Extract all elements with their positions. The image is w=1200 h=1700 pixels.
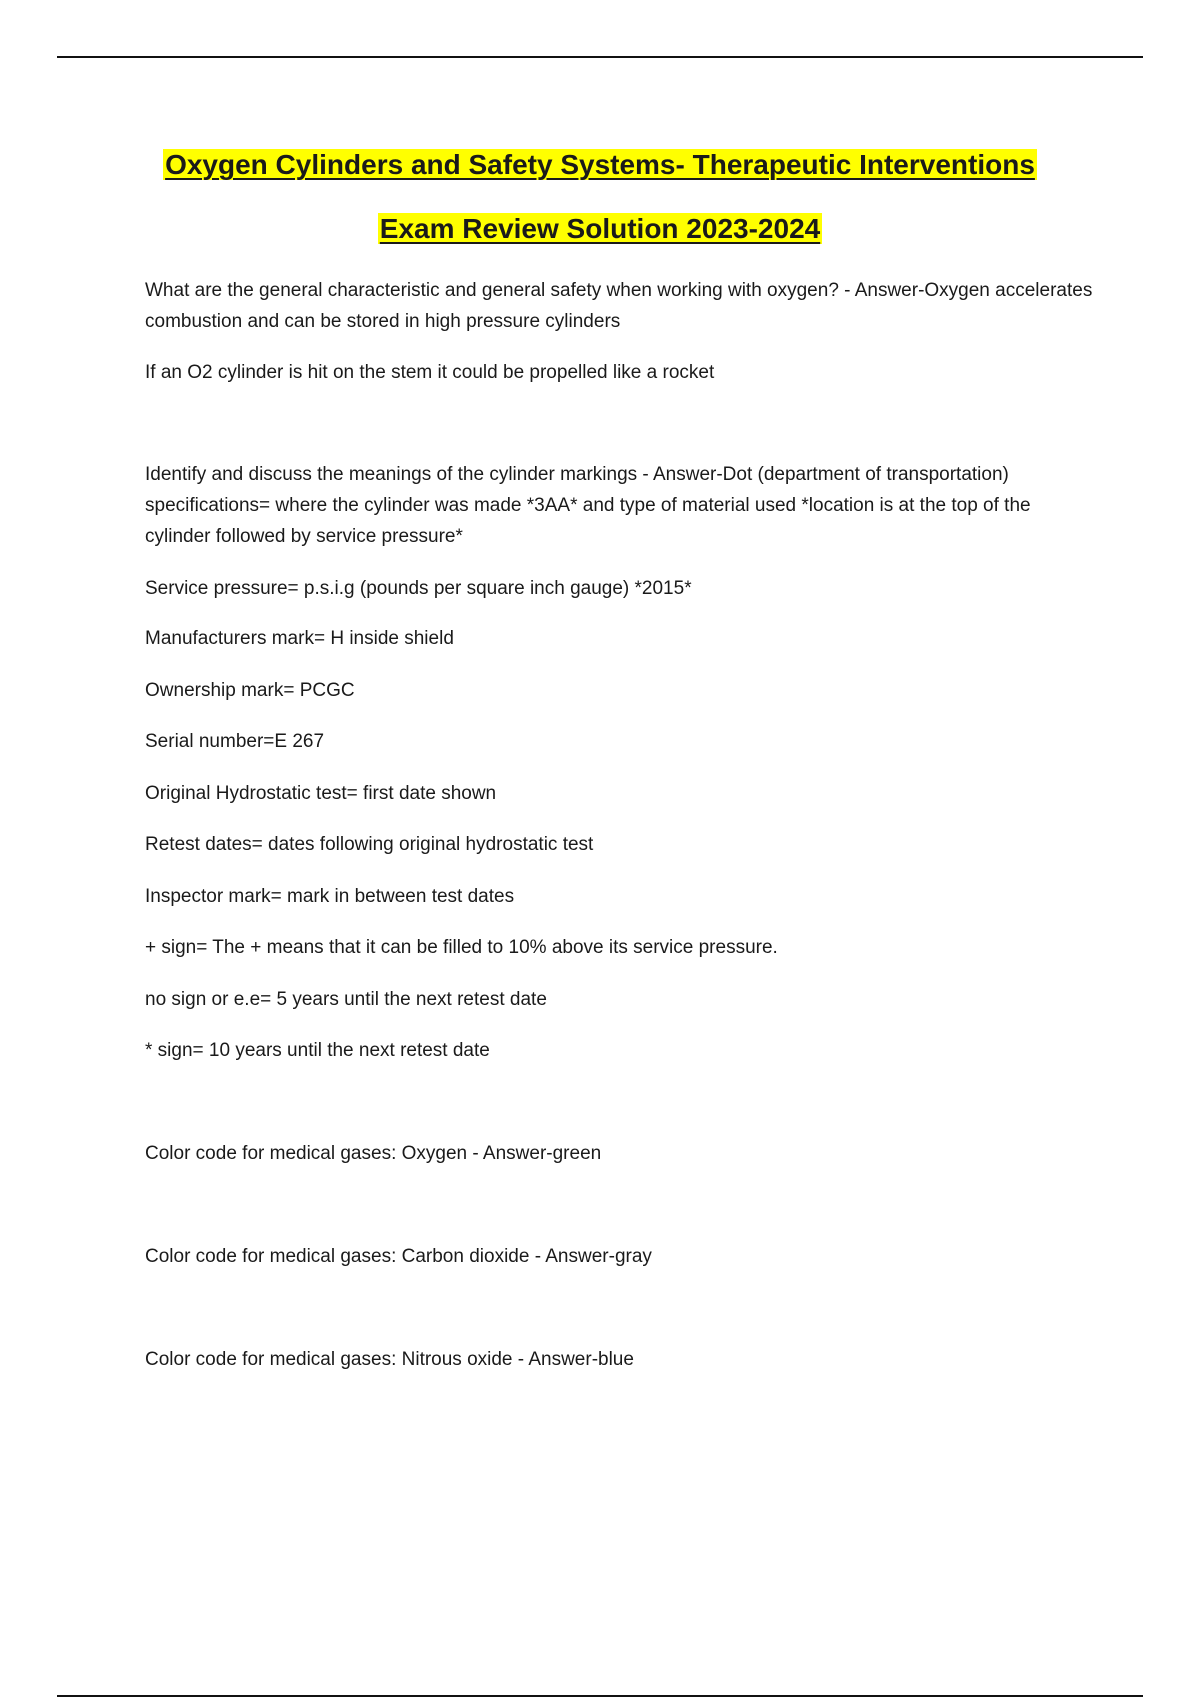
bottom-rule	[57, 1695, 1143, 1697]
qa-color-carbon-dioxide: Color code for medical gases: Carbon dioxide - Answer-gray	[145, 1246, 652, 1267]
item-service-pressure: Service pressure= p.s.i.g (pounds per square inch gauge) *2015*	[145, 578, 692, 599]
document-title-line-2: Exam Review Solution 2023-2024	[379, 213, 821, 244]
item-serial-number: Serial number=E 267	[145, 731, 325, 752]
item-original-hydrostatic-test: Original Hydrostatic test= first date shown	[145, 783, 497, 804]
item-plus-sign: + sign= The + means that it can be filled to 10% above its service pressure.	[145, 937, 778, 958]
qa-cylinder-markings: Identify and discuss the meanings of the cylinder markings - Answer-Dot (department of transportation) specifications= where the cylinder was made *3AA* and type of material used *location is at the top of the cylinder followed by service pressure*	[145, 464, 1031, 547]
item-no-sign: no sign or e.e= 5 years until the next retest date	[145, 989, 547, 1010]
document-title-line-1: Oxygen Cylinders and Safety Systems- Therapeutic Interventions	[165, 149, 1035, 180]
qa-general-safety: What are the general characteristic and general safety when working with oxygen? - Answer-Oxygen accelerates combustion and can be stored in high pressure cylinders	[145, 280, 1093, 332]
qa-color-oxygen: Color code for medical gases: Oxygen - Answer-green	[145, 1143, 602, 1164]
item-ownership-mark: Ownership mark= PCGC	[145, 680, 355, 701]
top-rule	[57, 56, 1143, 58]
item-retest-dates: Retest dates= dates following original hydrostatic test	[145, 834, 594, 855]
note-cylinder-stem: If an O2 cylinder is hit on the stem it could be propelled like a rocket	[145, 362, 715, 383]
item-inspector-mark: Inspector mark= mark in between test dates	[145, 886, 515, 907]
item-manufacturers-mark: Manufacturers mark= H inside shield	[145, 628, 454, 649]
item-star-sign: * sign= 10 years until the next retest date	[145, 1040, 490, 1061]
qa-color-nitrous-oxide: Color code for medical gases: Nitrous oxide - Answer-blue	[145, 1349, 634, 1370]
